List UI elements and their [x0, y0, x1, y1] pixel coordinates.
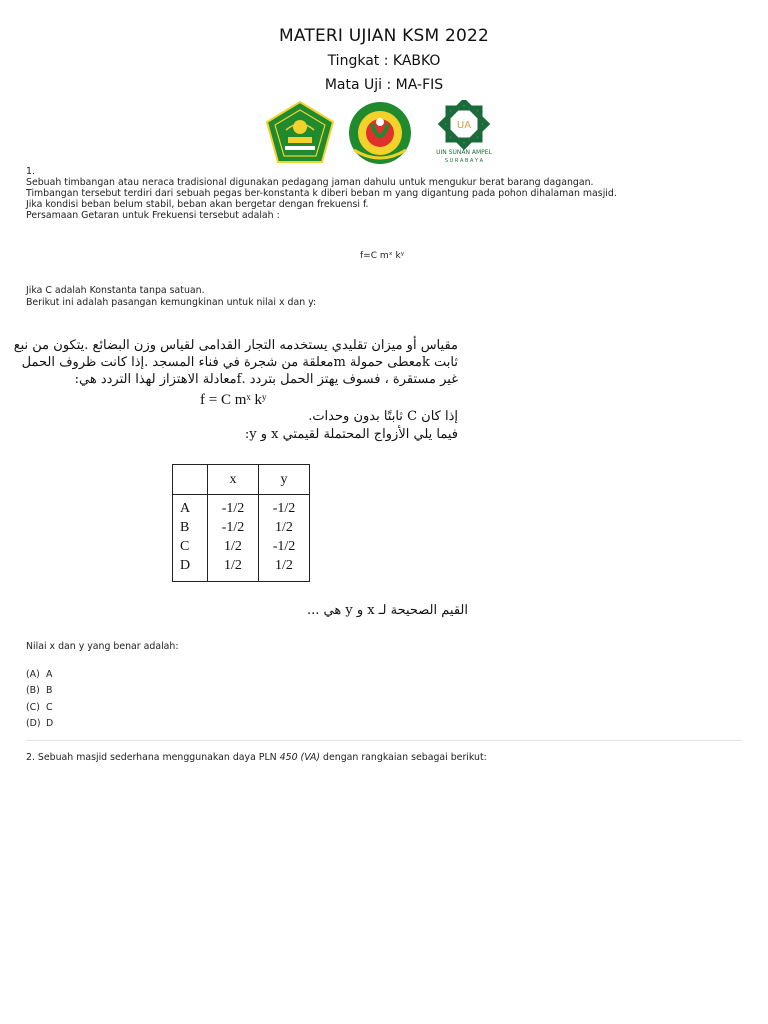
frequency-formula: f=C mˣ kʸ: [360, 251, 405, 261]
arabic-line: إذا كان C ثابتًا بدون وحدات.: [308, 409, 458, 424]
table-header: x: [208, 465, 259, 495]
q2-power: 450 (VA): [279, 752, 321, 763]
arabic-stem: [13, 337, 458, 388]
arabic-question: القيم الصحيحة لـ x و y هي ...: [306, 603, 468, 618]
arabic-line: فيما يلي الأزواج المحتملة لقيمتي x و y:: [244, 427, 458, 442]
uin-logo-subtext: S U R A B A Y A: [444, 158, 484, 164]
choice-label: (B): [26, 685, 40, 697]
table-cell: [259, 495, 310, 582]
option-label: D: [180, 558, 191, 573]
exam-subject: Mata Uji : MA-FIS: [324, 77, 444, 93]
y-value: -1/2: [272, 501, 296, 516]
choice-label: (A): [26, 668, 40, 680]
page-title: MATERI UJIAN KSM 2022: [278, 26, 490, 46]
svg-text:UA: UA: [456, 120, 472, 131]
uin-logo-text: UIN SUNAN AMPEL: [436, 149, 492, 156]
question-2-stem: [26, 752, 487, 763]
stem-line: Timbangan tersebut terdiri dari sebuah pegas ber-konstanta k diberi beban m yang digantung pada pohon dihalaman masjid.: [26, 188, 617, 199]
arabic-formula: f = C mˣ kʸ: [200, 392, 267, 408]
option-label: B: [180, 520, 190, 535]
note-line: Berikut ini adalah pasangan kemungkinan untuk nilai x dan y:: [26, 297, 317, 308]
choice-text: B: [46, 685, 53, 697]
ksm-logo: [344, 100, 416, 166]
option-label: A: [180, 501, 191, 516]
choice-text: A: [46, 668, 53, 680]
answer-choices: [26, 666, 53, 732]
question-prompt: Nilai x dan y yang benar adalah:: [26, 641, 179, 652]
table-header-row: [173, 465, 310, 495]
q2-text: 2. Sebuah masjid sederhana menggunakan daya PLN: [26, 752, 280, 763]
question-number: 1.: [26, 166, 35, 177]
x-value: -1/2: [221, 501, 245, 516]
q2-text: dengan rangkaian sebagai berikut:: [320, 752, 487, 763]
arabic-line: غير مستقرة ، فسوف يهتز الحمل بتردد .fمعادلة الاهتزاز لهذا التردد هي:: [74, 372, 458, 387]
table-cell: [173, 495, 208, 582]
arabic-line: مقياس أو ميزان تقليدي يستخدمه التجار القدامى لقياس وزن البضائع .يتكون من نبع: [13, 338, 458, 353]
answer-choice-b[interactable]: [26, 683, 53, 700]
answer-choice-d[interactable]: [26, 716, 53, 733]
question-1-notes: [26, 285, 316, 309]
exam-level: Tingkat : KABKO: [327, 53, 441, 69]
answer-choice-c[interactable]: [26, 699, 53, 716]
table-row: [173, 495, 310, 582]
arabic-line: ثابت kمعطى حمولة mمعلقة من شجرة في فناء المسجد .إذا كانت ظروف الحمل: [21, 355, 458, 370]
question-1-stem: [26, 166, 726, 221]
stem-line: Persamaan Getaran untuk Frekuensi tersebut adalah :: [26, 210, 280, 221]
note-line: Jika C adalah Konstanta tanpa satuan.: [26, 285, 205, 296]
table-header: [173, 465, 208, 495]
x-value: 1/2: [224, 539, 242, 554]
uin-sunan-ampel-logo: [424, 100, 504, 166]
choice-label: (D): [26, 718, 41, 730]
table-header: y: [259, 465, 310, 495]
y-value: 1/2: [275, 558, 293, 573]
stem-line: Sebuah timbangan atau neraca tradisional digunakan pedagang jaman dahulu untuk mengukur berat barang dagangan.: [26, 177, 594, 188]
choice-text: C: [46, 701, 53, 713]
y-value: 1/2: [275, 520, 293, 535]
logo-row: [0, 100, 768, 166]
question-divider: [26, 740, 742, 741]
table-cell: [208, 495, 259, 582]
answer-choice-a[interactable]: [26, 666, 53, 683]
xy-options-table: [172, 464, 310, 582]
option-label: C: [180, 539, 190, 554]
x-value: -1/2: [221, 520, 245, 535]
stem-line: Jika kondisi beban belum stabil, beban akan bergetar dengan frekuensi f.: [26, 199, 369, 210]
x-value: 1/2: [224, 558, 242, 573]
choice-text: D: [46, 718, 54, 730]
y-value: -1/2: [272, 539, 296, 554]
choice-label: (C): [26, 701, 40, 713]
kemenag-logo: [264, 100, 336, 166]
